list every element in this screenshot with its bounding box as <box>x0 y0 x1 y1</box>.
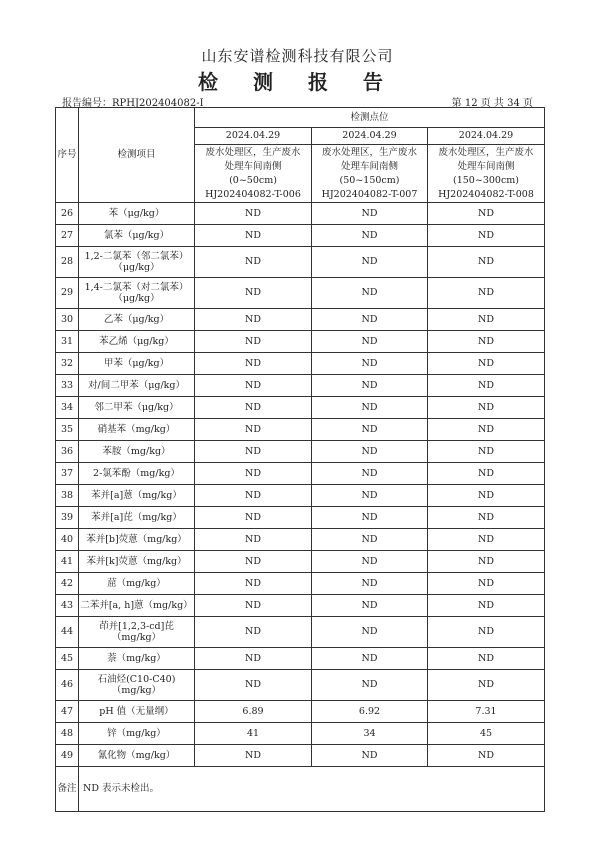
note-label: 备注 <box>56 767 79 812</box>
results-table <box>55 107 545 812</box>
point-location-line2: 处理车间南侧 <box>340 160 398 172</box>
row-number: 37 <box>56 463 79 485</box>
row-number: 33 <box>56 375 79 397</box>
row-item: 乙苯（μg/kg） <box>79 309 195 331</box>
point-code: HJ202404082-T-008 <box>438 188 534 200</box>
row-value: ND <box>428 331 545 353</box>
point-location <box>428 145 545 203</box>
row-item: 苯并[a]芘（mg/kg） <box>79 507 195 529</box>
point-date: 2024.04.29 <box>428 128 545 145</box>
row-value: ND <box>312 670 428 701</box>
company-name: 山东安谱检测科技有限公司 <box>201 47 394 65</box>
row-value: ND <box>195 485 312 507</box>
row-item: 1,4-二氯苯（对二氯苯）（μg/kg） <box>79 278 195 309</box>
table-row <box>56 331 545 353</box>
row-number: 34 <box>56 397 79 419</box>
row-value: ND <box>312 573 428 595</box>
row-item: 2-氯苯酚（mg/kg） <box>79 463 195 485</box>
row-number: 35 <box>56 419 79 441</box>
point-location-line2: 处理车间南侧 <box>457 160 515 172</box>
point-location <box>195 145 312 203</box>
row-value: ND <box>312 225 428 247</box>
row-value: ND <box>195 463 312 485</box>
row-value: ND <box>195 617 312 648</box>
row-number: 40 <box>56 529 79 551</box>
point-location-line1: 废水处理区，生产废水 <box>205 146 301 158</box>
report-title: 检 测 报 告 <box>198 70 397 94</box>
row-number: 48 <box>56 723 79 745</box>
row-value: ND <box>428 353 545 375</box>
row-value: ND <box>428 595 545 617</box>
row-value: ND <box>428 551 545 573</box>
header-seq: 序号 <box>56 108 79 203</box>
row-value: ND <box>195 551 312 573</box>
row-item: 苯乙烯（μg/kg） <box>79 331 195 353</box>
point-code: HJ202404082-T-007 <box>321 188 418 200</box>
row-value: ND <box>312 331 428 353</box>
row-item: 锌（mg/kg） <box>79 723 195 745</box>
table-row <box>56 203 545 225</box>
row-value: ND <box>428 419 545 441</box>
row-item: 苯胺（mg/kg） <box>79 441 195 463</box>
point-date: 2024.04.29 <box>312 128 428 145</box>
table-row <box>56 670 545 701</box>
row-item: 氯苯（μg/kg） <box>79 225 195 247</box>
row-number: 38 <box>56 485 79 507</box>
row-item: 苯（μg/kg） <box>79 203 195 225</box>
row-value: ND <box>312 745 428 767</box>
table-row <box>56 573 545 595</box>
row-value: 45 <box>428 723 545 745</box>
row-item: 对/间二甲苯（μg/kg） <box>79 375 195 397</box>
row-item: 苯并[a]蒽（mg/kg） <box>79 485 195 507</box>
row-value: ND <box>195 648 312 670</box>
row-value: ND <box>195 441 312 463</box>
row-value: ND <box>312 507 428 529</box>
row-number: 30 <box>56 309 79 331</box>
row-item: 苯并[b]荧蒽（mg/kg） <box>79 529 195 551</box>
row-number: 27 <box>56 225 79 247</box>
row-value: ND <box>195 331 312 353</box>
row-value: ND <box>428 573 545 595</box>
point-date: 2024.04.29 <box>195 128 312 145</box>
table-row <box>56 485 545 507</box>
row-value: ND <box>195 573 312 595</box>
row-value: ND <box>195 203 312 225</box>
row-item: 硝基苯（mg/kg） <box>79 419 195 441</box>
point-location-line2: 处理车间南侧 <box>224 160 282 172</box>
row-number: 31 <box>56 331 79 353</box>
row-value: ND <box>428 485 545 507</box>
row-value: ND <box>312 247 428 278</box>
row-value: 34 <box>312 723 428 745</box>
point-depth: (0~50cm) <box>229 174 277 186</box>
row-value: ND <box>428 745 545 767</box>
table-row <box>56 463 545 485</box>
row-value: ND <box>428 278 545 309</box>
row-item: 茚并[1,2,3-cd]芘（mg/kg） <box>79 617 195 648</box>
point-depth: (150~300cm) <box>453 174 519 186</box>
point-location-line1: 废水处理区，生产废水 <box>321 146 417 158</box>
row-value: 41 <box>195 723 312 745</box>
row-value: ND <box>195 309 312 331</box>
row-value: ND <box>428 225 545 247</box>
row-value: ND <box>428 247 545 278</box>
row-item: 二苯并[a, h]蒽（mg/kg） <box>79 595 195 617</box>
row-item: pH 值（无量纲） <box>79 701 195 723</box>
table-row <box>56 723 545 745</box>
row-value: ND <box>428 397 545 419</box>
row-value: ND <box>312 485 428 507</box>
table-row <box>56 397 545 419</box>
row-value: ND <box>312 278 428 309</box>
row-value: 6.92 <box>312 701 428 723</box>
table-row <box>56 617 545 648</box>
row-number: 26 <box>56 203 79 225</box>
row-value: ND <box>195 595 312 617</box>
row-value: ND <box>428 463 545 485</box>
table-row <box>56 595 545 617</box>
table-row <box>56 648 545 670</box>
row-value: ND <box>428 507 545 529</box>
row-number: 28 <box>56 247 79 278</box>
row-number: 29 <box>56 278 79 309</box>
header-item: 检测项目 <box>79 108 195 203</box>
row-value: ND <box>195 278 312 309</box>
report-number: 报告编号：RPHJ202404082-I <box>62 98 204 109</box>
row-value: ND <box>195 397 312 419</box>
table-row <box>56 529 545 551</box>
point-depth: (50~150cm) <box>339 174 400 186</box>
row-value: ND <box>312 203 428 225</box>
table-row <box>56 507 545 529</box>
row-item: 氰化物（mg/kg） <box>79 745 195 767</box>
row-value: ND <box>312 397 428 419</box>
row-value: ND <box>312 648 428 670</box>
row-value: 7.31 <box>428 701 545 723</box>
row-value: ND <box>312 441 428 463</box>
row-number: 49 <box>56 745 79 767</box>
note-row <box>56 767 545 812</box>
table-row <box>56 745 545 767</box>
row-value: ND <box>312 309 428 331</box>
table-row <box>56 309 545 331</box>
table-row <box>56 247 545 278</box>
row-value: ND <box>195 375 312 397</box>
row-value: ND <box>312 419 428 441</box>
row-item: 萘（mg/kg） <box>79 648 195 670</box>
table-row <box>56 551 545 573</box>
row-value: ND <box>312 529 428 551</box>
header-points: 检测点位 <box>195 108 545 128</box>
table-row <box>56 419 545 441</box>
row-item: 1,2-二氯苯（邻二氯苯）（μg/kg） <box>79 247 195 278</box>
row-number: 39 <box>56 507 79 529</box>
row-value: ND <box>195 247 312 278</box>
row-value: ND <box>428 529 545 551</box>
row-item: 䓛（mg/kg） <box>79 573 195 595</box>
row-number: 43 <box>56 595 79 617</box>
table-row <box>56 278 545 309</box>
row-value: ND <box>428 670 545 701</box>
note-text: ND 表示未检出。 <box>79 767 545 812</box>
table-row <box>56 441 545 463</box>
row-value: ND <box>312 595 428 617</box>
point-location <box>312 145 428 203</box>
row-item: 石油烃(C10-C40)（mg/kg） <box>79 670 195 701</box>
page-indicator: 第 12 页 共 34 页 <box>451 98 533 109</box>
row-value: ND <box>312 375 428 397</box>
row-value: ND <box>195 745 312 767</box>
point-location-line1: 废水处理区，生产废水 <box>438 146 534 158</box>
point-code: HJ202404082-T-006 <box>205 188 301 200</box>
row-value: ND <box>195 419 312 441</box>
table-row <box>56 353 545 375</box>
row-number: 41 <box>56 551 79 573</box>
row-number: 36 <box>56 441 79 463</box>
table-row <box>56 225 545 247</box>
row-value: ND <box>312 463 428 485</box>
row-number: 45 <box>56 648 79 670</box>
row-value: ND <box>428 617 545 648</box>
row-number: 32 <box>56 353 79 375</box>
row-value: ND <box>428 375 545 397</box>
row-value: ND <box>428 203 545 225</box>
row-number: 46 <box>56 670 79 701</box>
row-value: ND <box>195 507 312 529</box>
row-value: ND <box>195 529 312 551</box>
row-number: 42 <box>56 573 79 595</box>
row-value: ND <box>312 617 428 648</box>
row-item: 甲苯（μg/kg） <box>79 353 195 375</box>
table-row <box>56 701 545 723</box>
row-value: ND <box>312 551 428 573</box>
row-value: ND <box>428 309 545 331</box>
row-item: 苯并[k]荧蒽（mg/kg） <box>79 551 195 573</box>
row-value: ND <box>312 353 428 375</box>
row-value: ND <box>195 225 312 247</box>
table-row <box>56 375 545 397</box>
row-value: ND <box>428 648 545 670</box>
row-value: ND <box>428 441 545 463</box>
row-value: 6.89 <box>195 701 312 723</box>
row-item: 邻二甲苯（μg/kg） <box>79 397 195 419</box>
row-number: 47 <box>56 701 79 723</box>
row-value: ND <box>195 353 312 375</box>
row-number: 44 <box>56 617 79 648</box>
row-value: ND <box>195 670 312 701</box>
